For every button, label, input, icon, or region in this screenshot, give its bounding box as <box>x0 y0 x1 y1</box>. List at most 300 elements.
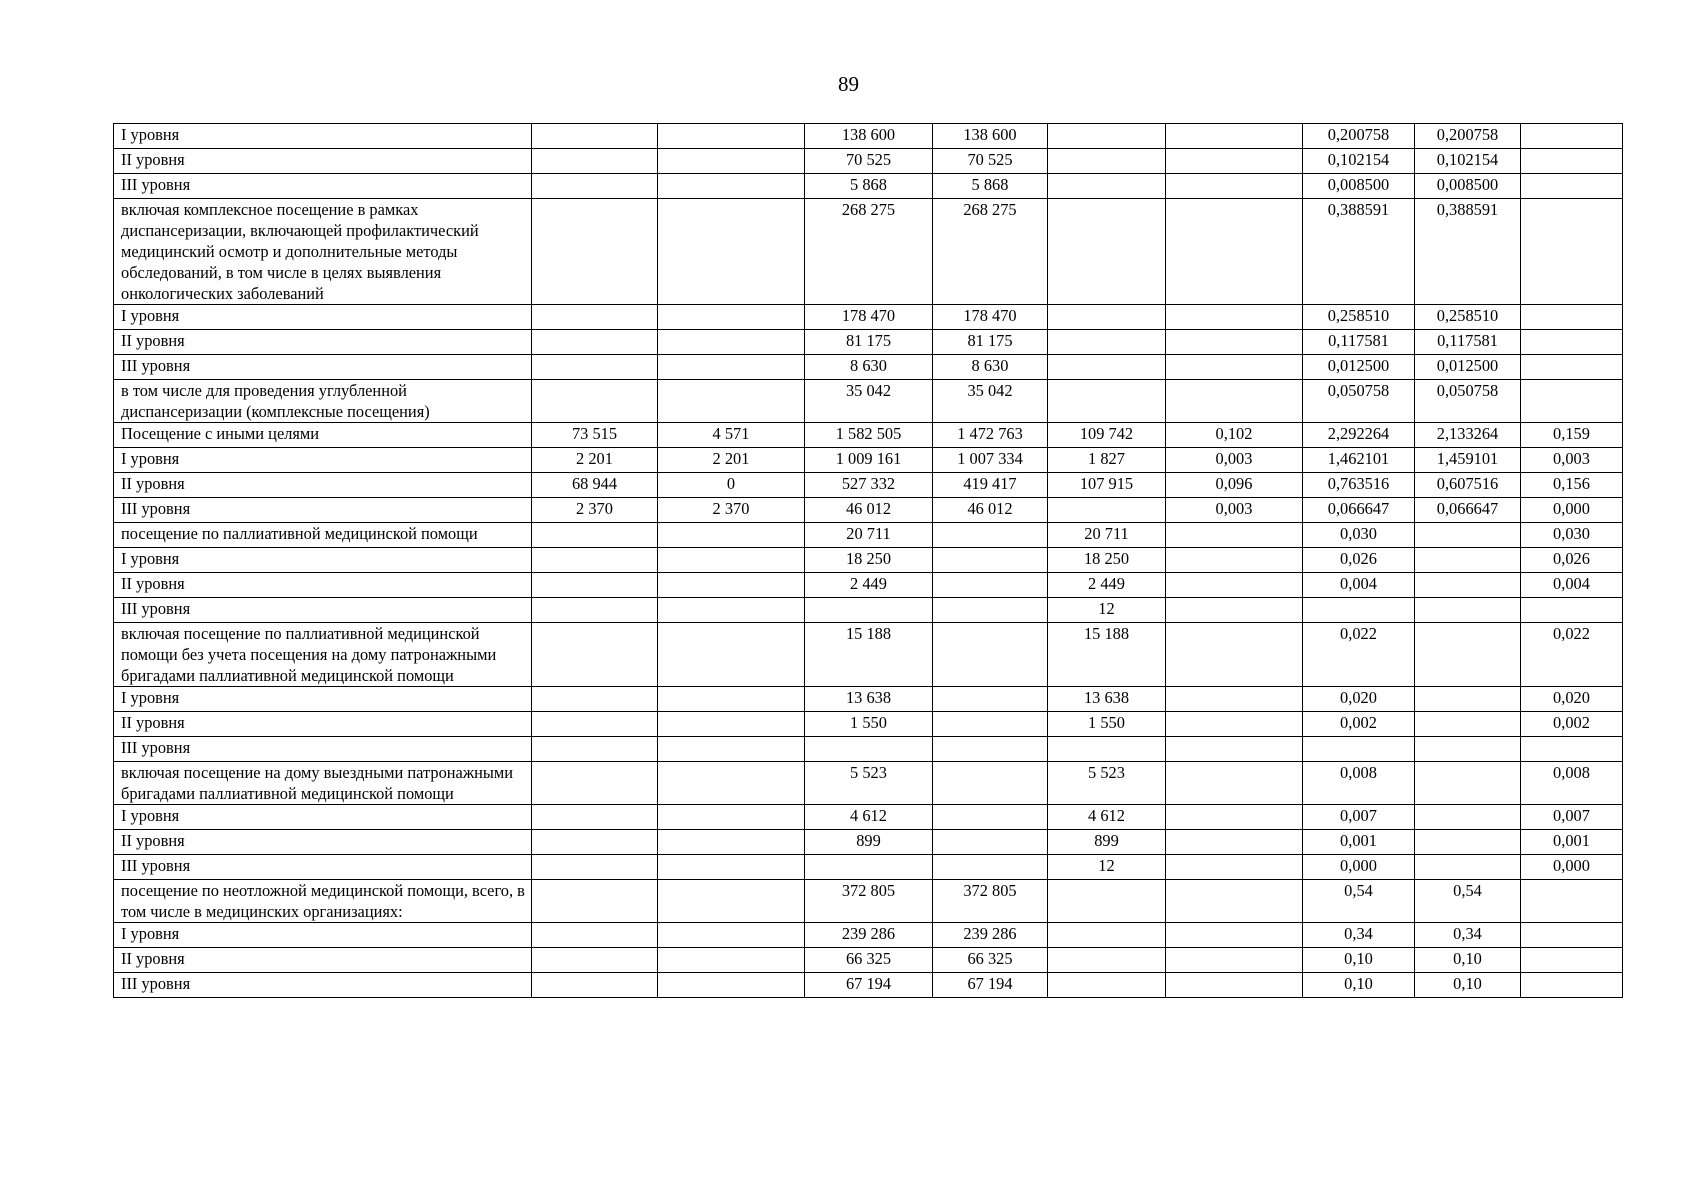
table-cell <box>1415 830 1521 855</box>
table-cell <box>1166 687 1303 712</box>
table-cell: 0,102154 <box>1415 149 1521 174</box>
table-cell <box>658 305 805 330</box>
table-cell <box>1048 923 1166 948</box>
table-cell: 70 525 <box>805 149 933 174</box>
table-cell <box>1048 737 1166 762</box>
table-row <box>114 762 1623 805</box>
table-cell <box>1521 355 1623 380</box>
table-cell <box>1415 687 1521 712</box>
table-cell: 268 275 <box>933 199 1048 305</box>
table-cell <box>1521 330 1623 355</box>
table-cell <box>532 199 658 305</box>
table-cell <box>933 623 1048 687</box>
table-cell <box>1166 855 1303 880</box>
table-cell <box>658 174 805 199</box>
table-cell: 0,102 <box>1166 423 1303 448</box>
table-cell <box>1166 598 1303 623</box>
table-cell <box>658 523 805 548</box>
table-cell: 0,117581 <box>1415 330 1521 355</box>
row-label: III уровня <box>114 973 532 998</box>
table-cell: 0,050758 <box>1303 380 1415 423</box>
row-label: III уровня <box>114 174 532 199</box>
table-cell <box>532 174 658 199</box>
table-row <box>114 548 1623 573</box>
table-row <box>114 712 1623 737</box>
table-cell: 35 042 <box>805 380 933 423</box>
table-row <box>114 523 1623 548</box>
table-cell: 0,004 <box>1303 573 1415 598</box>
table-cell <box>1166 830 1303 855</box>
table-cell: 20 711 <box>1048 523 1166 548</box>
table-cell: 66 325 <box>933 948 1048 973</box>
table-cell: 138 600 <box>805 124 933 149</box>
table-cell: 527 332 <box>805 473 933 498</box>
table-row <box>114 330 1623 355</box>
table-cell: 0,004 <box>1521 573 1623 598</box>
row-label: II уровня <box>114 948 532 973</box>
table-cell <box>1415 762 1521 805</box>
table-cell <box>1166 305 1303 330</box>
table-cell <box>658 380 805 423</box>
table-cell: 0,54 <box>1303 880 1415 923</box>
table-cell: 0,008500 <box>1415 174 1521 199</box>
table-cell <box>1166 199 1303 305</box>
table-cell: 68 944 <box>532 473 658 498</box>
table-cell: 5 868 <box>933 174 1048 199</box>
table-row <box>114 737 1623 762</box>
table-cell <box>1048 880 1166 923</box>
table-cell <box>1521 598 1623 623</box>
table-cell <box>1166 174 1303 199</box>
table-cell: 0,003 <box>1166 498 1303 523</box>
table-cell: 2 370 <box>532 498 658 523</box>
table-cell: 1 472 763 <box>933 423 1048 448</box>
table-cell: 0,003 <box>1521 448 1623 473</box>
table-cell: 0,102154 <box>1303 149 1415 174</box>
table-cell <box>1415 523 1521 548</box>
table-cell: 0,001 <box>1521 830 1623 855</box>
table-cell <box>1166 805 1303 830</box>
table-row <box>114 380 1623 423</box>
table-cell <box>532 548 658 573</box>
table-cell <box>933 712 1048 737</box>
row-label: I уровня <box>114 687 532 712</box>
table-cell: 0,159 <box>1521 423 1623 448</box>
table-row <box>114 448 1623 473</box>
table-cell <box>1521 880 1623 923</box>
table-cell <box>1048 380 1166 423</box>
table-cell <box>1166 762 1303 805</box>
table-cell: 0,022 <box>1521 623 1623 687</box>
table-cell <box>1166 623 1303 687</box>
table-cell: 0,008500 <box>1303 174 1415 199</box>
table-cell <box>1048 973 1166 998</box>
table-cell <box>1415 623 1521 687</box>
table-cell <box>532 623 658 687</box>
table-row <box>114 174 1623 199</box>
table-cell: 0,34 <box>1303 923 1415 948</box>
page-number: 89 <box>838 72 859 96</box>
table-row <box>114 805 1623 830</box>
table-cell <box>933 548 1048 573</box>
row-label: включая комплексное посещение в рамках диспансеризации, включающей профилактический медицинский осмотр и дополнительные методы обследований, в том числе в целях выявления онкологических заболеваний <box>114 199 532 305</box>
table-cell <box>1166 124 1303 149</box>
table-cell <box>658 124 805 149</box>
table-cell <box>805 737 933 762</box>
table-cell: 4 612 <box>1048 805 1166 830</box>
table-cell <box>1521 973 1623 998</box>
table-cell: 2,292264 <box>1303 423 1415 448</box>
table-cell: 0,008 <box>1303 762 1415 805</box>
table-cell: 372 805 <box>933 880 1048 923</box>
table-cell <box>1166 380 1303 423</box>
table-cell: 0,026 <box>1303 548 1415 573</box>
table-cell: 12 <box>1048 598 1166 623</box>
table-row <box>114 687 1623 712</box>
table-cell <box>1521 174 1623 199</box>
table-cell: 0,066647 <box>1303 498 1415 523</box>
table-row <box>114 423 1623 448</box>
row-label: II уровня <box>114 473 532 498</box>
table-cell <box>532 523 658 548</box>
table-cell <box>1521 199 1623 305</box>
table-cell: 0,007 <box>1521 805 1623 830</box>
row-label: III уровня <box>114 737 532 762</box>
table-cell <box>1521 305 1623 330</box>
table-cell <box>1415 573 1521 598</box>
table-cell <box>532 880 658 923</box>
table-cell <box>532 598 658 623</box>
table-cell <box>1048 330 1166 355</box>
table-cell: 268 275 <box>805 199 933 305</box>
table-cell: 239 286 <box>805 923 933 948</box>
table-cell <box>532 855 658 880</box>
table-row <box>114 830 1623 855</box>
table-cell <box>933 805 1048 830</box>
row-label: III уровня <box>114 598 532 623</box>
table-cell <box>933 737 1048 762</box>
table-cell: 73 515 <box>532 423 658 448</box>
table-cell: 4 571 <box>658 423 805 448</box>
table-cell: 1 007 334 <box>933 448 1048 473</box>
table-cell: 0,258510 <box>1415 305 1521 330</box>
row-label: I уровня <box>114 548 532 573</box>
table-cell <box>532 149 658 174</box>
table-row <box>114 623 1623 687</box>
table-cell <box>658 598 805 623</box>
table-cell: 0,030 <box>1303 523 1415 548</box>
table-cell <box>805 855 933 880</box>
table-cell: 35 042 <box>933 380 1048 423</box>
table-row <box>114 473 1623 498</box>
table-cell: 15 188 <box>1048 623 1166 687</box>
table-cell <box>1415 855 1521 880</box>
table-cell <box>933 855 1048 880</box>
table-cell: 0,10 <box>1303 948 1415 973</box>
table-cell <box>658 830 805 855</box>
table-cell: 0,000 <box>1303 855 1415 880</box>
row-label: в том числе для проведения углубленной диспансеризации (комплексные посещения) <box>114 380 532 423</box>
table-cell <box>1166 737 1303 762</box>
table-row <box>114 598 1623 623</box>
table-row <box>114 573 1623 598</box>
table-cell <box>1521 149 1623 174</box>
data-table <box>113 123 1623 998</box>
table-cell <box>1048 149 1166 174</box>
row-label: II уровня <box>114 573 532 598</box>
table-cell: 8 630 <box>933 355 1048 380</box>
table-cell: 12 <box>1048 855 1166 880</box>
table-cell <box>658 623 805 687</box>
table-cell: 0 <box>658 473 805 498</box>
table-cell <box>658 573 805 598</box>
table-cell <box>933 523 1048 548</box>
table-row <box>114 498 1623 523</box>
table-cell <box>658 149 805 174</box>
table-cell: 2 370 <box>658 498 805 523</box>
table-cell: 0,020 <box>1521 687 1623 712</box>
table-cell: 1 582 505 <box>805 423 933 448</box>
row-label: посещение по неотложной медицинской помощи, всего, в том числе в медицинских организациях: <box>114 880 532 923</box>
table-cell: 0,026 <box>1521 548 1623 573</box>
table-cell <box>658 805 805 830</box>
table-cell <box>532 330 658 355</box>
table-cell: 2 449 <box>805 573 933 598</box>
table-row <box>114 124 1623 149</box>
table-row <box>114 880 1623 923</box>
table-cell: 66 325 <box>805 948 933 973</box>
row-label: II уровня <box>114 712 532 737</box>
table-cell <box>658 687 805 712</box>
table-cell <box>933 830 1048 855</box>
table-cell: 0,012500 <box>1415 355 1521 380</box>
row-label: Посещение с иными целями <box>114 423 532 448</box>
table-cell: 4 612 <box>805 805 933 830</box>
table-cell: 0,008 <box>1521 762 1623 805</box>
table-cell <box>1048 948 1166 973</box>
table-cell: 372 805 <box>805 880 933 923</box>
table-cell: 0,000 <box>1521 498 1623 523</box>
table-cell: 5 523 <box>805 762 933 805</box>
table-cell: 0,156 <box>1521 473 1623 498</box>
row-label: III уровня <box>114 855 532 880</box>
table-cell <box>1521 124 1623 149</box>
table-cell: 81 175 <box>933 330 1048 355</box>
table-cell <box>1166 330 1303 355</box>
table-cell <box>658 712 805 737</box>
table-cell: 20 711 <box>805 523 933 548</box>
table-cell: 46 012 <box>933 498 1048 523</box>
table-cell <box>1415 712 1521 737</box>
table-cell <box>1521 380 1623 423</box>
table-cell: 0,003 <box>1166 448 1303 473</box>
table-cell: 0,607516 <box>1415 473 1521 498</box>
table-cell <box>532 923 658 948</box>
table-cell: 0,10 <box>1415 973 1521 998</box>
table-cell <box>1048 124 1166 149</box>
row-label: II уровня <box>114 149 532 174</box>
table-cell <box>532 687 658 712</box>
row-label: включая посещение по паллиативной медицинской помощи без учета посещения на дому патронажными бригадами паллиативной медицинской помощи <box>114 623 532 687</box>
table-row <box>114 149 1623 174</box>
table-cell: 2,133264 <box>1415 423 1521 448</box>
table-cell <box>658 948 805 973</box>
table-cell: 13 638 <box>1048 687 1166 712</box>
table-cell <box>532 830 658 855</box>
table-cell <box>1048 174 1166 199</box>
table-cell: 0,10 <box>1415 948 1521 973</box>
table-cell: 0,388591 <box>1415 199 1521 305</box>
table-cell: 2 201 <box>532 448 658 473</box>
table-cell <box>1166 948 1303 973</box>
table-cell <box>532 712 658 737</box>
table-cell: 0,34 <box>1415 923 1521 948</box>
table-cell: 178 470 <box>933 305 1048 330</box>
table-cell: 0,002 <box>1521 712 1623 737</box>
table-cell: 1,462101 <box>1303 448 1415 473</box>
row-label: III уровня <box>114 355 532 380</box>
table-cell <box>1521 923 1623 948</box>
table-cell: 0,007 <box>1303 805 1415 830</box>
table-cell: 1 827 <box>1048 448 1166 473</box>
table-cell: 419 417 <box>933 473 1048 498</box>
table-cell: 0,012500 <box>1303 355 1415 380</box>
table-cell <box>658 737 805 762</box>
row-label: II уровня <box>114 330 532 355</box>
table-cell: 0,200758 <box>1303 124 1415 149</box>
table-row <box>114 948 1623 973</box>
table-cell <box>658 355 805 380</box>
table-cell <box>532 737 658 762</box>
table-cell: 1 009 161 <box>805 448 933 473</box>
table-cell: 0,002 <box>1303 712 1415 737</box>
table-cell <box>658 330 805 355</box>
table-cell: 239 286 <box>933 923 1048 948</box>
table-cell: 18 250 <box>805 548 933 573</box>
table-cell <box>532 124 658 149</box>
table-cell <box>658 973 805 998</box>
table-cell <box>933 762 1048 805</box>
table-cell <box>658 548 805 573</box>
table-cell <box>1415 548 1521 573</box>
table-cell: 1,459101 <box>1415 448 1521 473</box>
table-cell <box>1166 712 1303 737</box>
table-cell: 2 449 <box>1048 573 1166 598</box>
table-row <box>114 923 1623 948</box>
table-cell <box>1303 598 1415 623</box>
table-cell <box>532 948 658 973</box>
table-cell <box>933 573 1048 598</box>
table-cell <box>1166 973 1303 998</box>
table-cell <box>532 380 658 423</box>
table-cell <box>658 923 805 948</box>
table-cell <box>1415 598 1521 623</box>
table-cell <box>1166 149 1303 174</box>
table-cell <box>1048 305 1166 330</box>
table-row <box>114 855 1623 880</box>
table-row <box>114 199 1623 305</box>
table-cell <box>933 687 1048 712</box>
table-cell: 0,258510 <box>1303 305 1415 330</box>
table-cell: 899 <box>805 830 933 855</box>
table-cell: 0,10 <box>1303 973 1415 998</box>
table-cell <box>532 973 658 998</box>
row-label: II уровня <box>114 830 532 855</box>
table-cell: 81 175 <box>805 330 933 355</box>
table-cell <box>1166 923 1303 948</box>
table-cell: 46 012 <box>805 498 933 523</box>
table-cell: 107 915 <box>1048 473 1166 498</box>
table-cell: 1 550 <box>805 712 933 737</box>
table-cell <box>532 762 658 805</box>
table-cell: 0,117581 <box>1303 330 1415 355</box>
row-label: I уровня <box>114 448 532 473</box>
table-cell: 8 630 <box>805 355 933 380</box>
table-cell <box>1303 737 1415 762</box>
row-label: I уровня <box>114 305 532 330</box>
table-cell <box>532 805 658 830</box>
table-cell: 0,096 <box>1166 473 1303 498</box>
table-row <box>114 355 1623 380</box>
table-cell <box>1166 880 1303 923</box>
table-cell: 0,763516 <box>1303 473 1415 498</box>
row-label: посещение по паллиативной медицинской помощи <box>114 523 532 548</box>
table-cell <box>1415 737 1521 762</box>
table-cell <box>1166 523 1303 548</box>
table-cell: 13 638 <box>805 687 933 712</box>
table-cell: 70 525 <box>933 149 1048 174</box>
table-cell: 67 194 <box>933 973 1048 998</box>
table-cell: 0,388591 <box>1303 199 1415 305</box>
table-cell: 0,54 <box>1415 880 1521 923</box>
table-cell <box>1521 737 1623 762</box>
table-cell <box>532 573 658 598</box>
row-label: III уровня <box>114 498 532 523</box>
table-cell <box>1048 355 1166 380</box>
table-cell <box>1048 199 1166 305</box>
table-cell <box>532 305 658 330</box>
table-cell: 18 250 <box>1048 548 1166 573</box>
table-cell: 0,200758 <box>1415 124 1521 149</box>
table-cell <box>933 598 1048 623</box>
table-cell <box>532 355 658 380</box>
table-cell: 5 868 <box>805 174 933 199</box>
table-cell: 2 201 <box>658 448 805 473</box>
row-label: I уровня <box>114 923 532 948</box>
table-cell: 138 600 <box>933 124 1048 149</box>
table-cell: 0,022 <box>1303 623 1415 687</box>
table-cell <box>1166 355 1303 380</box>
table-cell <box>1415 805 1521 830</box>
table-cell: 1 550 <box>1048 712 1166 737</box>
table-cell <box>1166 573 1303 598</box>
table-cell: 0,066647 <box>1415 498 1521 523</box>
table-row <box>114 973 1623 998</box>
table-row <box>114 305 1623 330</box>
table-cell: 0,030 <box>1521 523 1623 548</box>
table-cell: 67 194 <box>805 973 933 998</box>
table-cell: 0,000 <box>1521 855 1623 880</box>
table-cell <box>1166 548 1303 573</box>
table-cell <box>658 880 805 923</box>
table-cell: 0,050758 <box>1415 380 1521 423</box>
row-label: I уровня <box>114 805 532 830</box>
table-cell <box>805 598 933 623</box>
table-cell <box>658 199 805 305</box>
table-cell: 0,020 <box>1303 687 1415 712</box>
table-cell <box>658 762 805 805</box>
table-cell: 178 470 <box>805 305 933 330</box>
